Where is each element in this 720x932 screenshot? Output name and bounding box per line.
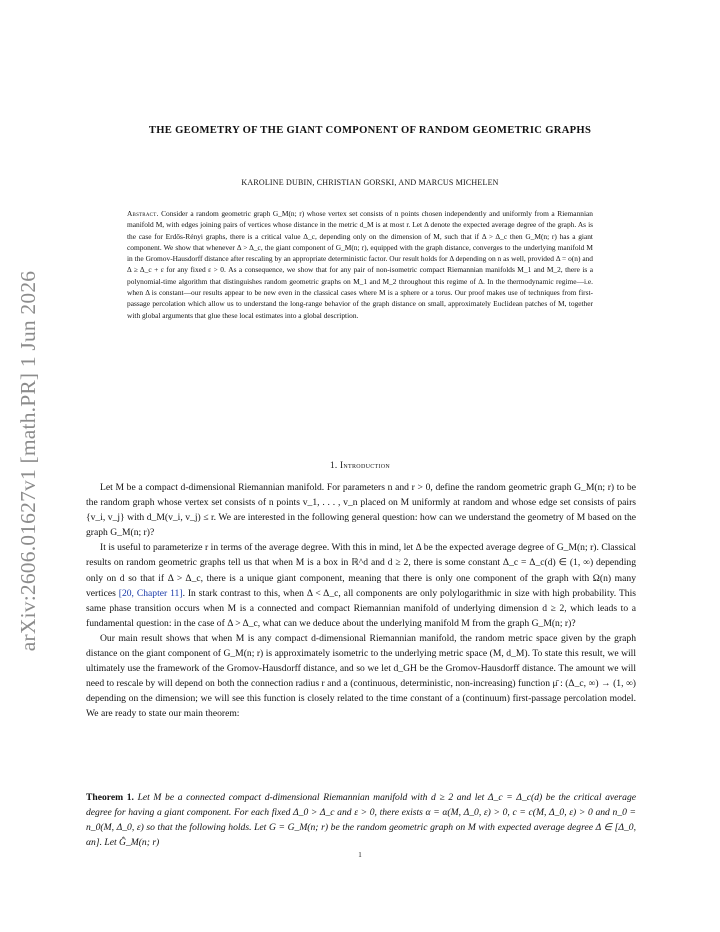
introduction-body bbox=[86, 480, 636, 722]
abstract bbox=[127, 208, 593, 321]
theorem-statement: Let M be a connected compact d-dimensional Riemannian manifold with d ≥ 2 and let Δ_c = Δ_c(d) be the critical average degree for having a giant component. For each fixed Δ_0 > Δ_c and ε > 0, there exists α = α(M, Δ_0, ε) > 0, c = c(M, Δ_0, ε) > 0 and n_0 = n_0(M, Δ_0, ε) so that the following holds. Let G = G_M(n; r) be the random geometric graph on M with expected average degree Δ ∈ [Δ_0, αn]. Let Ĝ_M(n; r) bbox=[86, 792, 637, 849]
theorem-block bbox=[86, 790, 636, 850]
section-title: Introduction bbox=[340, 460, 391, 470]
theorem-label: Theorem 1. bbox=[86, 792, 134, 803]
citation-link[interactable]: [20, Chapter 11] bbox=[118, 587, 183, 599]
paper-title: THE GEOMETRY OF THE GIANT COMPONENT OF RANDOM GEOMETRIC GRAPHS bbox=[148, 125, 592, 136]
author-list: KAROLINE DUBIN, CHRISTIAN GORSKI, AND MARCUS MICHELEN bbox=[241, 178, 499, 187]
paragraph bbox=[86, 540, 636, 631]
arxiv-identifier-stamp[interactable]: arXiv:2606.01627v1 [math.PR] 1 Jun 2026 bbox=[16, 270, 40, 652]
paragraph-text: It is useful to parameterize r in terms of the average degree. With this in mind, let Δ be the expected average degree of G_M(n; r). Classical results on random geometric graphs tell us that when M is a box in ℝ^d and d ≥ 2, there is some constant Δ_c = Δ_c(d) ∈ (1, ∞) depending only on d so that if Δ > Δ_c, there is a unique giant component, meaning that there is only one component of the graph with Ω(n) many vertices bbox=[86, 542, 636, 599]
paragraph: Our main result shows that when M is any compact d-dimensional Riemannian manifold, the random metric space given by the graph distance on the giant component of G_M(n; r) is approximately isometric to the underlying metric space (M, d_M). To state this result, we will ultimately use the framework of the Gromov-Hausdorff distance, and so we let d_GH be the Gromov-Hausdorff distance. The amount we will need to rescale by will depend on both the connection radius r and a (continuous, deterministic, non-increasing) function μ̄ : (Δ_c, ∞) → (1, ∞) depending on the dimension; we will see this function is closely related to the time constant of a (continuum) first-passage percolation model. We are ready to state our main theorem: bbox=[86, 632, 636, 720]
section-number: 1. bbox=[329, 460, 338, 470]
abstract-text: Consider a random geometric graph G_M(n; r) whose vertex set consists of n points chosen independently and uniformly from a Riemannian manifold M, with edges joining pairs of vertices whose distance in the metric d_M is at most r. Let Δ denote the expected average degree of the graph. As is the case for Erdős-Rényi graphs, there is a critical value Δ_c, depending only on the dimension of M, such that if Δ > Δ_c then G_M(n; r) has a giant component. We show that whenever Δ > Δ_c, the giant component of G_M(n; r), equipped with the graph distance, converges to the underlying manifold M in the Gromov-Hausdorff distance after rescaling by an appropriate deterministic factor. Our result holds for Δ depending on n as well, provided Δ = o(n) and Δ ≥ Δ_c + ε for any fixed ε > 0. As a consequence, we show that for any pair of non-isometric compact Riemannian manifolds M_1 and M_2, there is a polynomial-time algorithm that distinguishes random geometric graphs on M_1 and M_2 throughout this regime of Δ. In the thermodynamic regime—i.e. when Δ is constant—our results appear to be new even in the classical cases where M is a sphere or a torus. Our proof makes use of techniques from first-passage percolation which allow us to understand the long-range behavior of the graph distance on small, approximately Euclidean patches of M, together with global arguments that glue these local estimates into a global description. bbox=[127, 209, 593, 320]
paragraph-text: . In stark contrast to this, when Δ < Δ_c, all components are only polylogarithmic in size with high probability. This same phase transition occurs when M is a connected and compact Riemannian manifold of underlying dimension d ≥ 2, which leads to a fundamental question: in the case of Δ > Δ_c, what can we deduce about the underlying manifold M from the graph G_M(n; r)? bbox=[86, 587, 636, 629]
paragraph: Let M be a compact d-dimensional Riemannian manifold. For parameters n and r > 0, define the random geometric graph G_M(n; r) to be the random graph whose vertex set consists of n points v_1, . . . , v_n placed on M uniformly at random and whose edge set consists of pairs {v_i, v_j} with d_M(v_i, v_j) ≤ r. We are interested in the following general question: how can we understand the geometry of M based on the graph G_M(n; r)? bbox=[86, 482, 636, 539]
section-heading bbox=[100, 460, 620, 470]
page-number: 1 bbox=[358, 851, 362, 859]
abstract-label: Abstract. bbox=[127, 209, 159, 218]
